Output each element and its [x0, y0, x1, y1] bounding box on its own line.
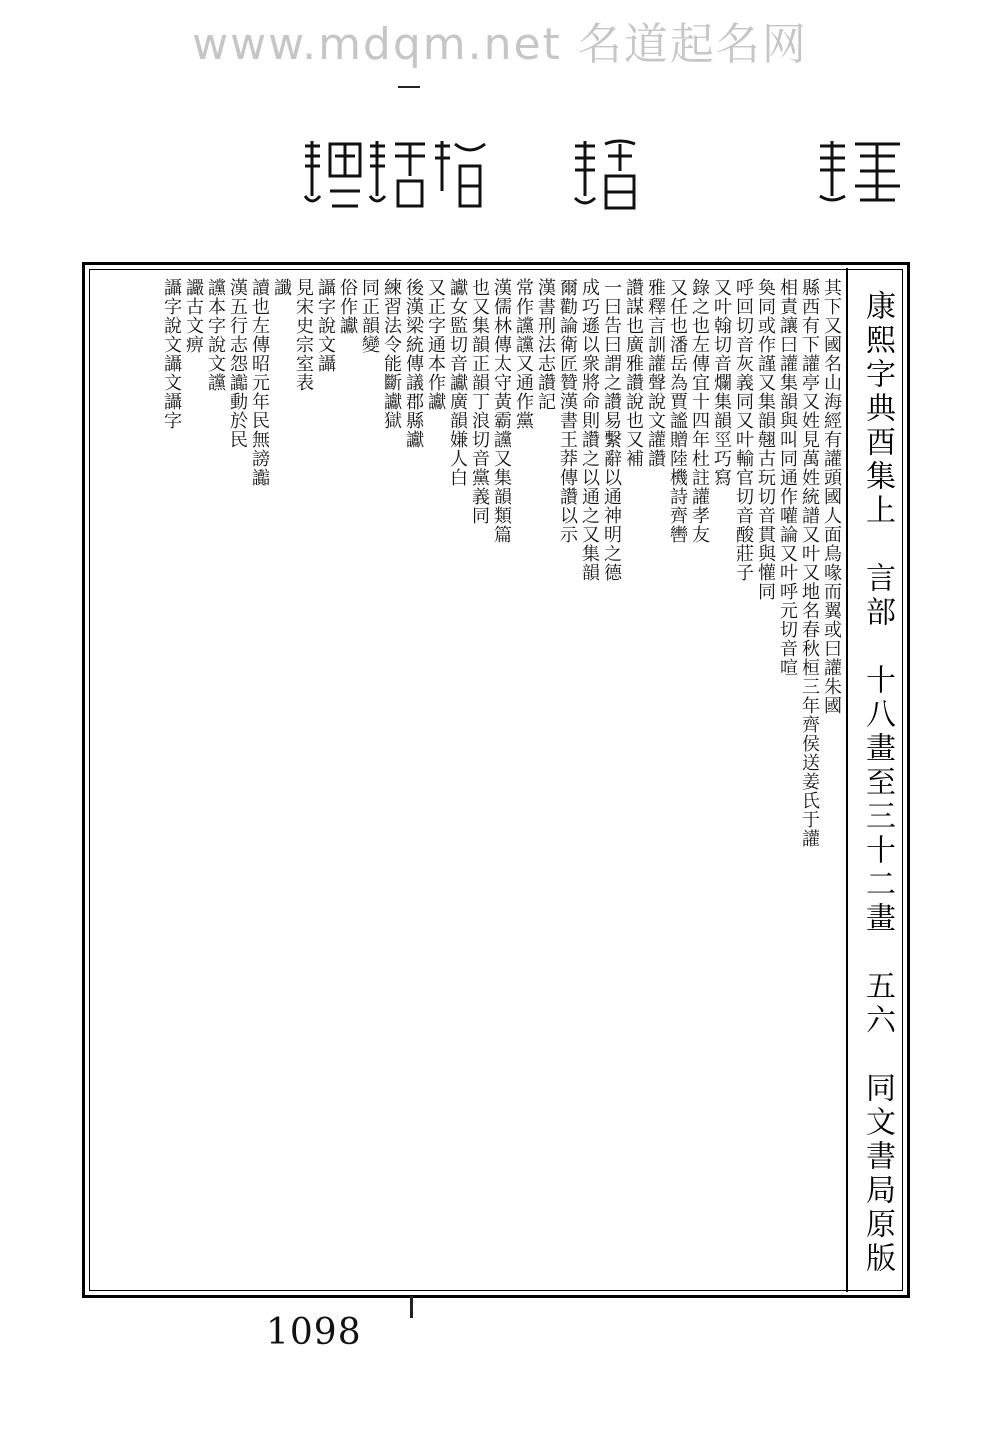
entry-column: 漢五行志怨讟動於民 [227, 278, 248, 449]
entry-column: 成巧遜以衆將命則讚之以通之又集韻 [579, 278, 600, 582]
entry-column: 縣西有下讙亭又姓見萬姓統譜又叶又地名春秋桓三年齊侯送姜氏于讙 [799, 278, 820, 848]
entry-column: 爾勸論衛匠贊漢書王莽傳讚以示 [557, 278, 578, 544]
dictionary-title: 康熙字典 [860, 290, 895, 426]
volume-label: 酉集上 [860, 426, 895, 528]
leaf-number: 五六 [860, 970, 895, 1038]
entry-column: 同正韻變 [359, 278, 380, 354]
entry-column: 相責讓曰讙集韻與叫同通作嚾論又叶呼元切音喧 [777, 278, 798, 677]
watermark-text: www.mdqm.net 名道起名网 [192, 19, 808, 70]
entry-column: 讘字說文讘 [315, 278, 336, 373]
entry-column: 俗作讞 [337, 278, 358, 335]
bottom-tick-mark [410, 1296, 413, 1318]
entry-column: 常作讜讜又通作黨 [513, 278, 534, 430]
page-header-vertical [856, 290, 898, 1276]
entry-column: 讚謀也廣雅讚說也又補 [623, 278, 644, 468]
entry-column: 其下又國名山海經有讙頭國人面鳥喙而翼或曰讙朱國 [821, 278, 842, 715]
entry-column: 讘字說文讘文讘字 [161, 278, 182, 430]
entry-column: 讀也左傳昭元年民無謗讟 [249, 278, 270, 487]
entry-column: 漢書刑法志讚記 [535, 278, 556, 411]
entry-column: 又任也潘岳為賈謐贈陸機詩齊轡 [667, 278, 688, 544]
page-number: 1098 [266, 1312, 362, 1353]
entry-column: 呼回切音灰義同又叶輸官切音酸莊子 [733, 278, 754, 582]
seal-glyph-right-drawing [815, 136, 905, 206]
entry-column: 錄之也左傳宜十四年杜註讙孝友 [689, 278, 710, 544]
seal-glyph-right [815, 136, 905, 206]
top-tick-mark [398, 86, 420, 88]
dictionary-entries [161, 278, 842, 1288]
radical-label: 言部 [860, 562, 895, 630]
entry-column: 一曰告曰謂之讚易繫辭以通神明之德 [601, 278, 622, 582]
entry-column: 又正字通本作讞 [425, 278, 446, 411]
entry-column: 練習法令能斷讞獄 [381, 278, 402, 430]
entry-column: 奐同或作謹又集韻翹古玩切音貫與懽同 [755, 278, 776, 601]
seal-glyph-middle [570, 136, 640, 216]
entry-column: 漢儒林傳太守黃霸讜又集韻類篇 [491, 278, 512, 544]
entry-column: 也又集韻正韻丁浪切音黨義同 [469, 278, 490, 525]
entry-column: 讝古文痹 [183, 278, 204, 354]
seal-glyph-group-left [300, 136, 490, 216]
stroke-range-label: 十八畫至三十二畫 [860, 664, 895, 936]
entry-column: 雅釋言訓讙聲說文讙讚 [645, 278, 666, 468]
entry-column: 後漢梁統傳議郡縣讞 [403, 278, 424, 449]
seal-glyph-middle-drawing [570, 136, 640, 216]
entry-column: 見宋史宗室表 [293, 278, 314, 392]
entry-column: 讞女監切音讞廣韻嫌人白 [447, 278, 468, 487]
seal-script-header [0, 118, 1000, 228]
entry-column: 讖 [271, 278, 292, 297]
seal-glyph-left-drawing [300, 136, 490, 216]
entry-column: 讜本字說文讜 [205, 278, 226, 392]
publisher-label: 同文書局原版 [860, 1072, 895, 1276]
entry-column: 又叶翰切音爛集韻巠巧寫 [711, 278, 732, 487]
